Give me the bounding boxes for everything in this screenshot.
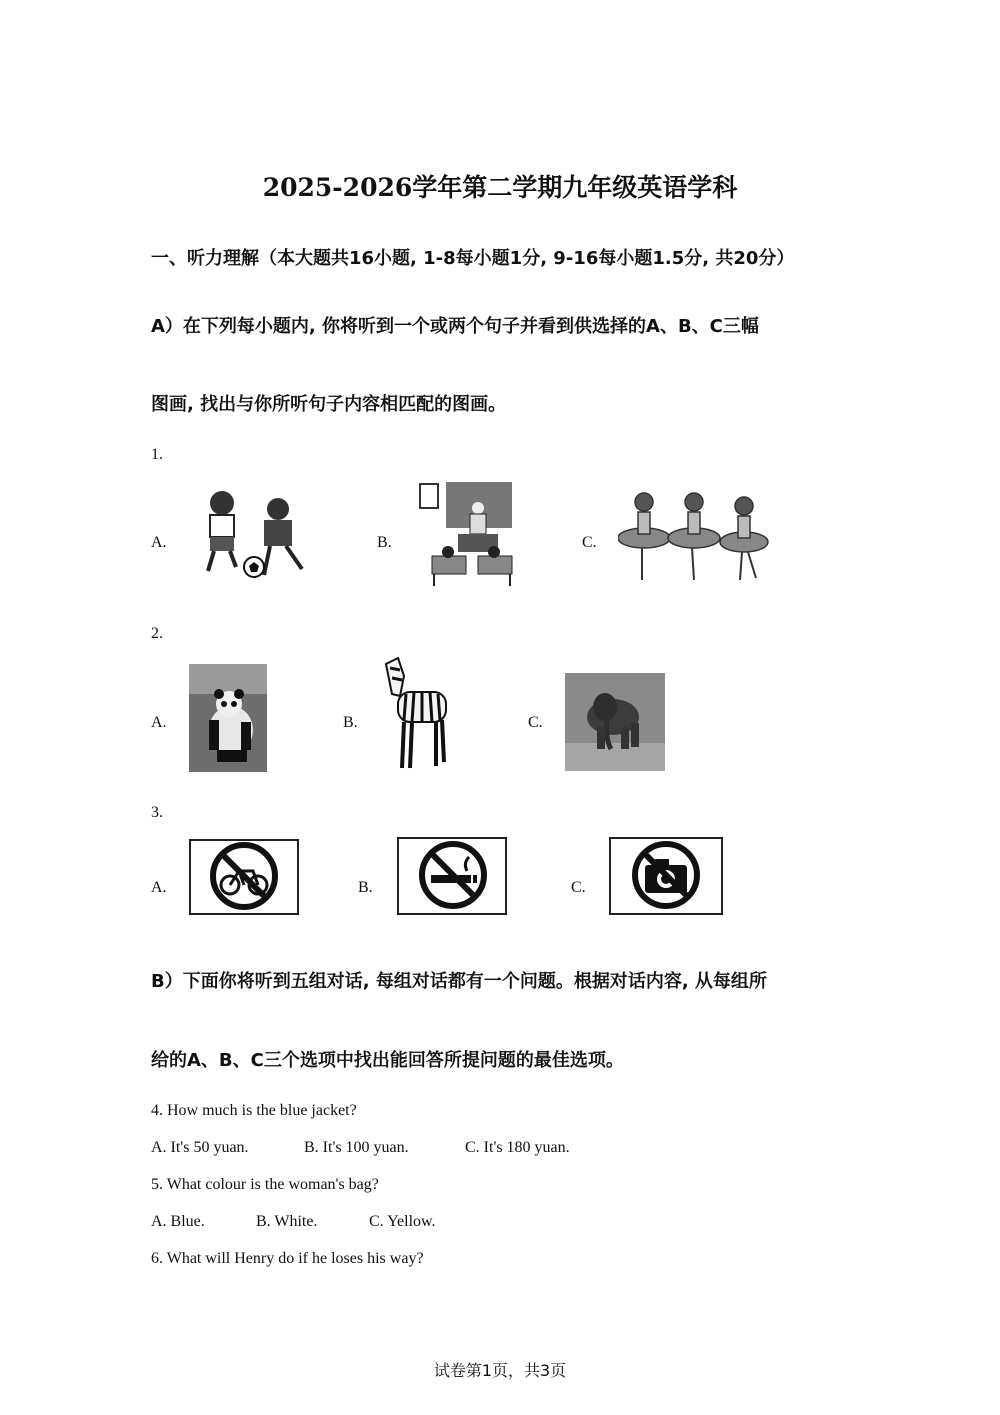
part-a-instruction-line2: 图画, 找出与你所听句子内容相匹配的图画。 (151, 394, 507, 415)
option-label: A. (151, 879, 167, 896)
question-text: 6. What will Henry do if he loses his way? (151, 1250, 424, 1267)
question-number: 2. (151, 625, 163, 642)
answer-option: B. It's 100 yuan. (304, 1139, 409, 1156)
answer-option: A. Blue. (151, 1213, 205, 1230)
part-a-instruction-line1: A）在下列每小题内, 你将听到一个或两个句子并看到供选择的A、B、C三幅 (151, 316, 759, 337)
question-text: 5. What colour is the woman's bag? (151, 1176, 379, 1193)
no-photography-sign (609, 837, 723, 915)
children-playing-football-picture (190, 485, 320, 585)
classroom-picture (418, 480, 526, 588)
option-label: C. (528, 714, 543, 731)
zebra-picture (380, 656, 452, 772)
answer-option: C. It's 180 yuan. (465, 1139, 570, 1156)
page-title: 2025-2026学年第二学期九年级英语学科 (262, 173, 738, 202)
panda-picture (189, 664, 267, 772)
page-footer: 试卷第1页，共3页 (433, 1361, 567, 1380)
answer-option: A. It's 50 yuan. (151, 1139, 249, 1156)
part-b-instruction-line1: B）下面你将听到五组对话, 每组对话都有一个问题。根据对话内容, 从每组所 (151, 971, 767, 992)
option-label: B. (343, 714, 358, 731)
option-label: B. (358, 879, 373, 896)
no-cycling-sign (189, 839, 299, 915)
part-b-instruction-line2: 给的A、B、C三个选项中找出能回答所提问题的最佳选项。 (151, 1050, 624, 1071)
option-label: C. (571, 879, 586, 896)
ballet-dancers-picture (618, 488, 770, 584)
option-label: A. (151, 714, 167, 731)
no-smoking-sign (397, 837, 507, 915)
question-number: 3. (151, 804, 163, 821)
answer-option: B. White. (256, 1213, 318, 1230)
question-text: 4. How much is the blue jacket? (151, 1102, 357, 1119)
option-label: A. (151, 534, 167, 551)
option-label: C. (582, 534, 597, 551)
option-label: B. (377, 534, 392, 551)
question-number: 1. (151, 446, 163, 463)
elephant-picture (565, 673, 665, 771)
section-heading: 一、听力理解（本大题共16小题, 1-8每小题1分, 9-16每小题1.5分, 共20分） (151, 248, 795, 269)
answer-option: C. Yellow. (369, 1213, 436, 1230)
